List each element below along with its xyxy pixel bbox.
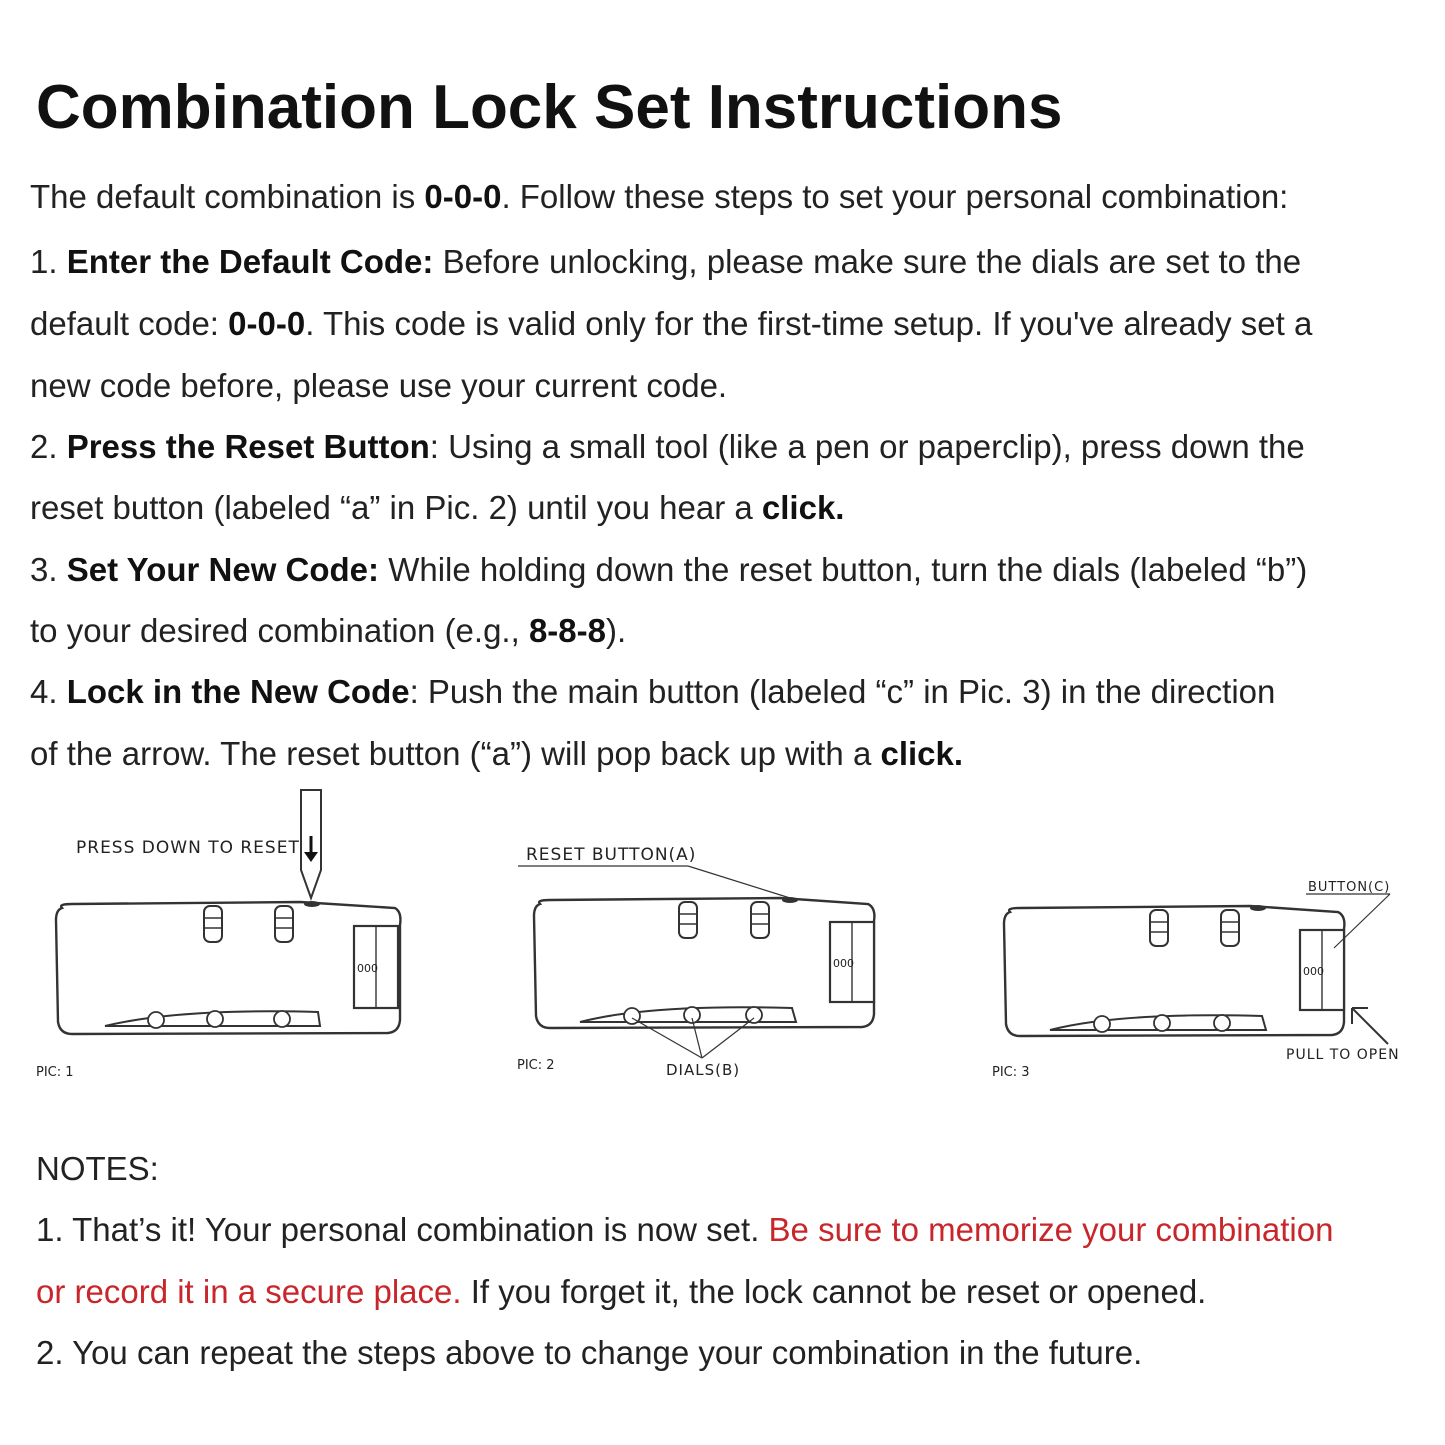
step-1-heading: Enter the Default Code: (66, 243, 434, 280)
step-1-line-1: 1. Enter the Default Code: Before unlocking, please make sure the dials are set to the (30, 243, 1302, 280)
step-4-heading: Lock in the New Code (66, 673, 410, 710)
pic-3-label: PIC: 3 (992, 1065, 1030, 1080)
step-3-heading: Set Your New Code: (66, 551, 380, 588)
warning-text: Be sure to memorize your combination (768, 1211, 1334, 1248)
page-title: Combination Lock Set Instructions (36, 73, 1063, 142)
step-4-line-1: 4. Lock in the New Code: Push the main button (labeled “c” in Pic. 3) in the direction (30, 673, 1276, 710)
note-2: 2. You can repeat the steps above to change your combination in the future. (36, 1334, 1143, 1371)
note-1-line-2: or record it in a secure place. If you forget it, the lock cannot be reset or opened. (36, 1273, 1207, 1310)
pic-2-label: PIC: 2 (517, 1058, 555, 1073)
pic-2-lock (517, 845, 874, 1079)
pic-1-label: PIC: 1 (36, 1065, 74, 1080)
lock-diagram (0, 780, 1445, 1100)
notes-heading: NOTES: (36, 1150, 159, 1187)
step-3-line-1: 3. Set Your New Code: While holding down the reset button, turn the dials (labeled “b”) (30, 551, 1308, 588)
step-2-heading: Press the Reset Button (66, 428, 430, 465)
pic-3-lock (992, 880, 1400, 1080)
step-3-line-2: to your desired combination (e.g., 8-8-8). (30, 612, 627, 649)
pull-arrow-icon (1352, 1008, 1388, 1044)
pic-1-lock (36, 790, 400, 1080)
pic-2-dials-label: DIALS(B) (666, 1061, 741, 1079)
step-1-line-2: default code: 0-0-0. This code is valid only for the first-time setup. If you've already set a (30, 305, 1313, 342)
step-2-line-2: reset button (labeled “a” in Pic. 2) until you hear a click. (30, 489, 845, 526)
pic-1-callout: PRESS DOWN TO RESET (76, 838, 300, 858)
step-2-line-1: 2. Press the Reset Button: Using a small tool (like a pen or paperclip), press down the (30, 428, 1305, 465)
pic-2-callout: RESET BUTTON(A) (526, 845, 697, 865)
pic-3-slider-text: 000 (1303, 965, 1324, 978)
step-4-line-2: of the arrow. The reset button (“a”) will pop back up with a click. (30, 735, 964, 772)
default-code: 0-0-0 (424, 178, 502, 215)
pic-1-slider-text: 000 (357, 962, 378, 975)
step-1-line-3: new code before, please use your current code. (30, 367, 728, 404)
note-1-line-1: 1. That’s it! Your personal combination is now set. Be sure to memorize your combination (36, 1211, 1334, 1248)
pic-3-button-label: BUTTON(C) (1308, 880, 1391, 895)
pic-2-slider-text: 000 (833, 957, 854, 970)
intro-paragraph: The default combination is 0-0-0. Follow these steps to set your personal combination: (30, 178, 1289, 215)
pic-3-pull-label: PULL TO OPEN (1286, 1047, 1400, 1063)
